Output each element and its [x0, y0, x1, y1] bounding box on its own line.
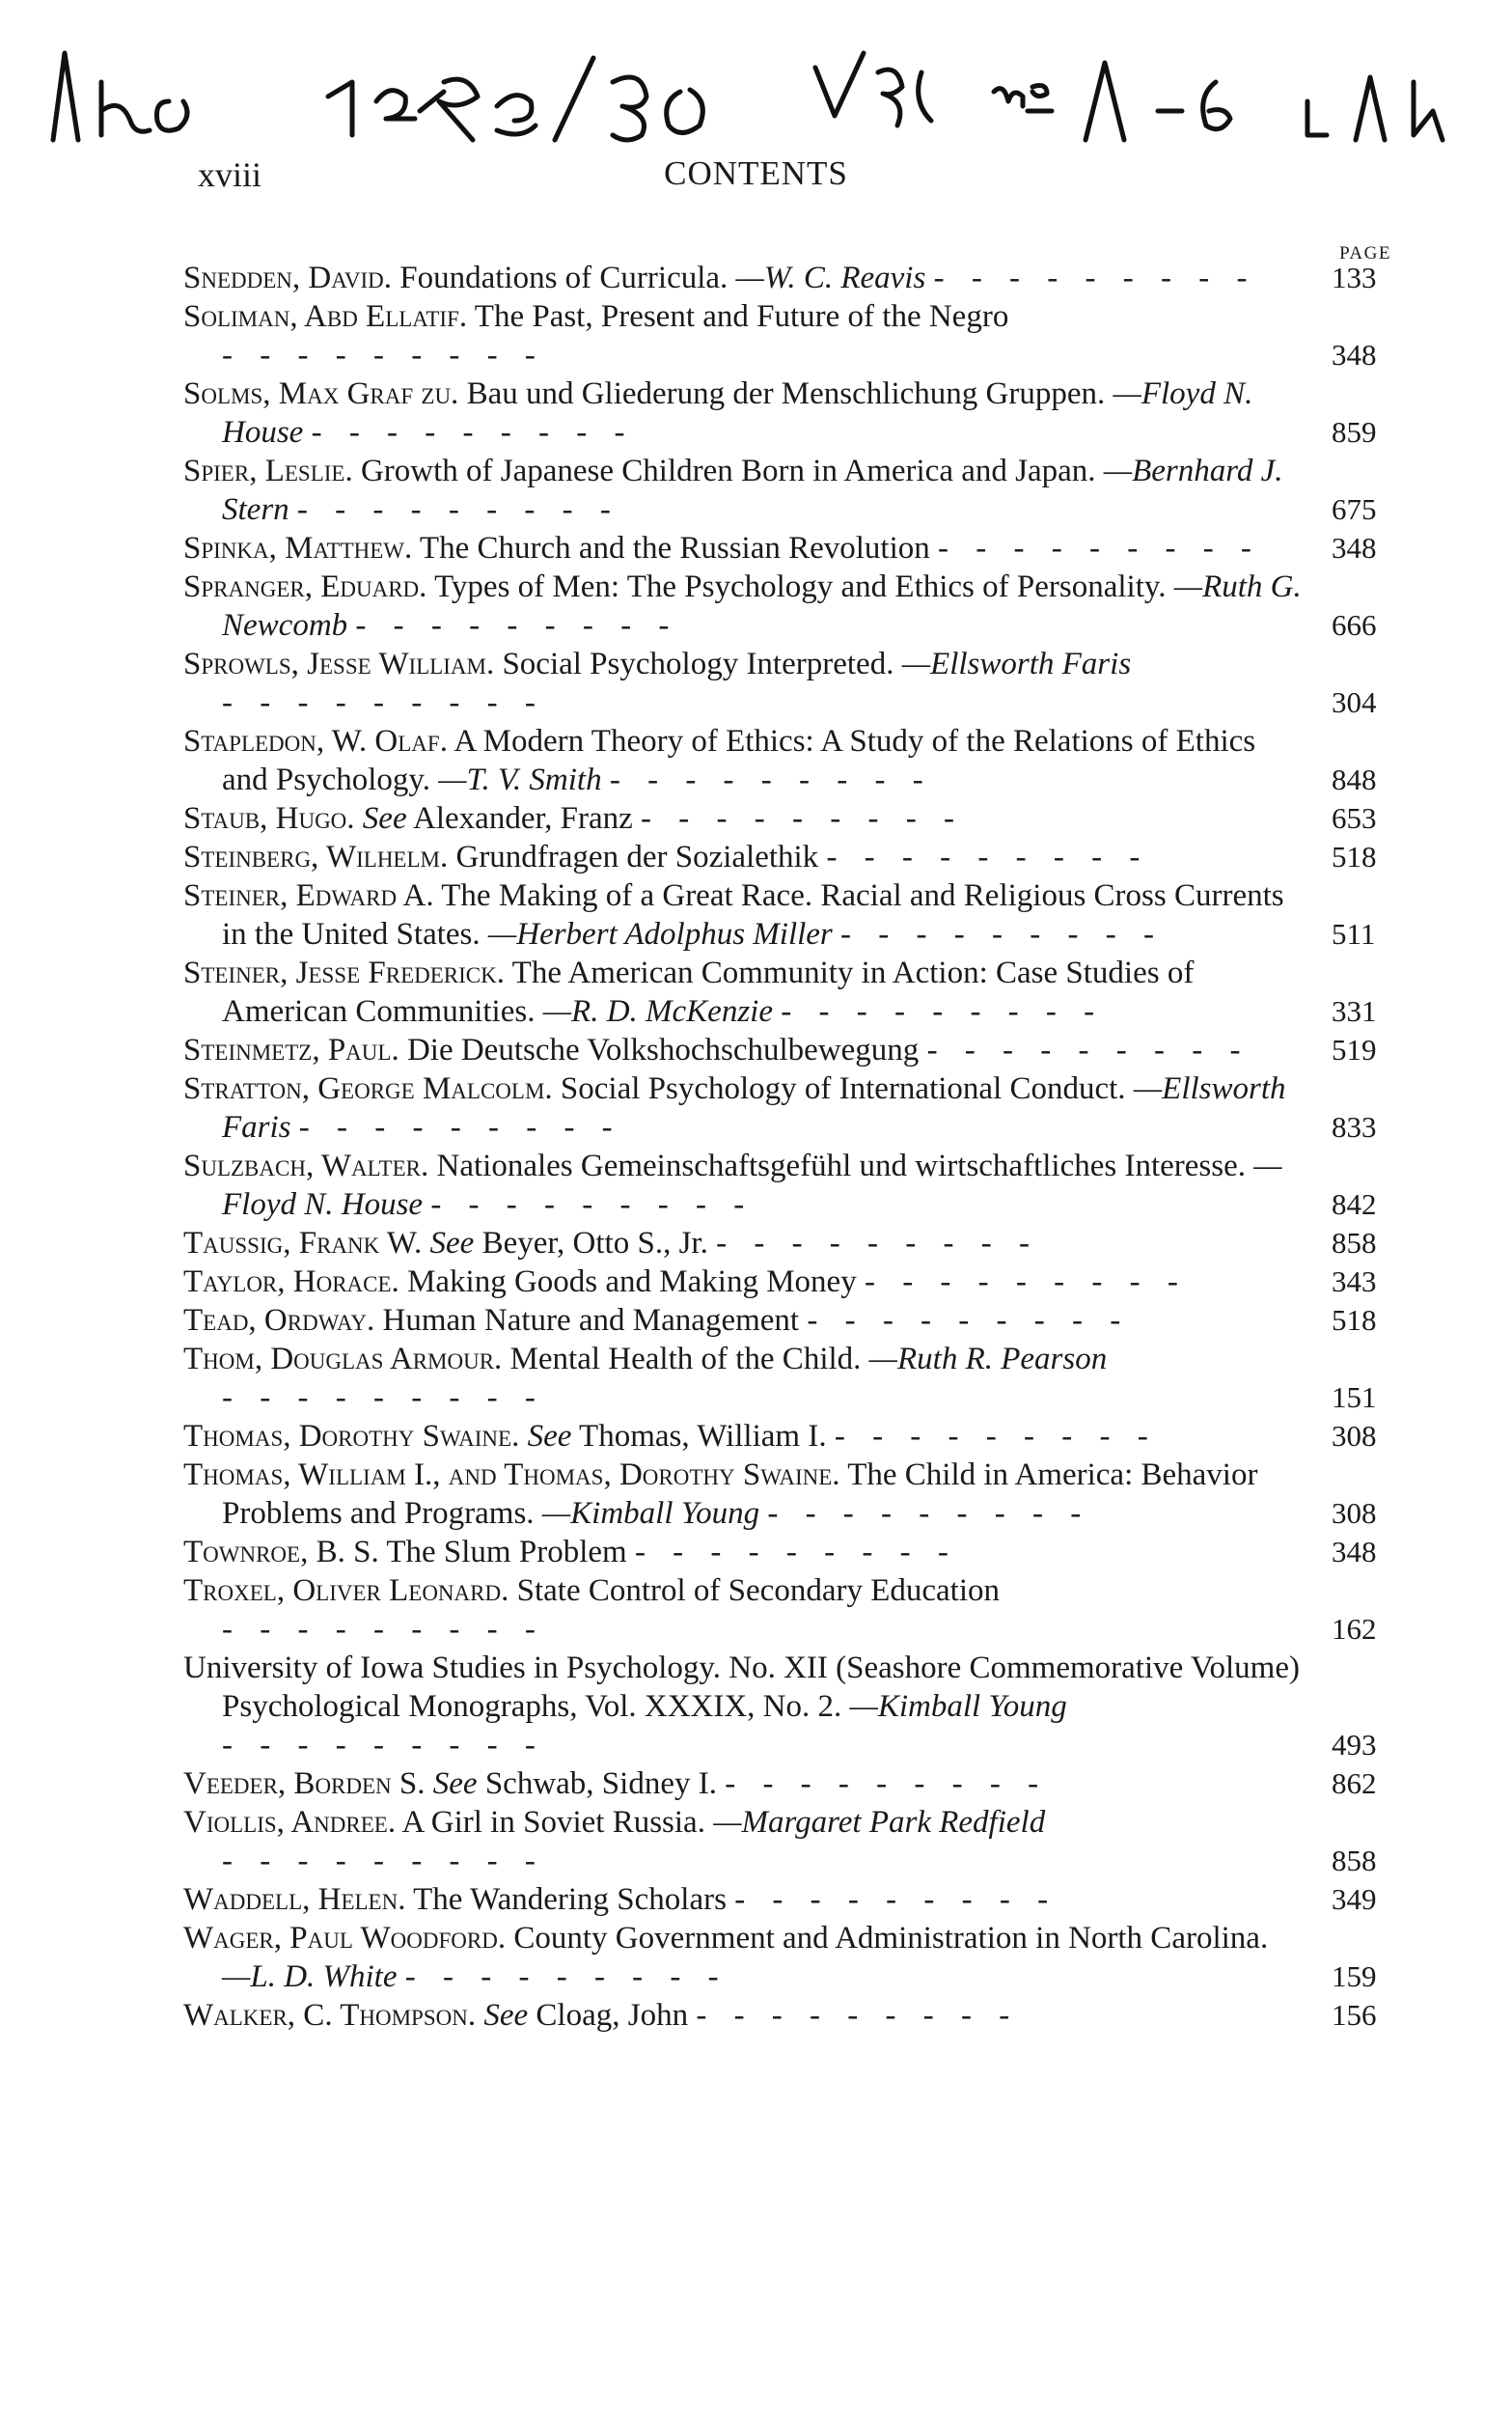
entry-author: Stapledon, W. Olaf.	[183, 724, 448, 759]
entry-page-number: 511	[1332, 917, 1376, 951]
dot-leader: - - - - - - - - -	[807, 1303, 1131, 1338]
entry-see-label: See	[432, 1766, 478, 1801]
contents-entry	[183, 645, 1409, 722]
entry-text	[183, 1649, 1303, 1764]
contents-entry	[183, 259, 1409, 297]
contents-entry	[183, 1880, 1409, 1919]
entry-page-number: 862	[1332, 1766, 1377, 1800]
entry-text	[183, 1417, 1303, 1456]
entry-author: Tead, Ordway.	[183, 1303, 375, 1338]
entry-page-number: 308	[1332, 1496, 1377, 1530]
entry-author: Steiner, Edward A.	[183, 878, 434, 913]
entry-page-number: 653	[1332, 801, 1377, 835]
entry-text	[183, 1764, 1303, 1803]
contents-entry	[183, 452, 1409, 529]
dot-leader: - - - - - - - - -	[355, 608, 679, 643]
entry-title: Types of Men: The Psychology and Ethics of Personality.	[434, 569, 1167, 604]
entry-title: Bau und Gliederung der Menschlichung Gruppen.	[466, 376, 1106, 411]
contents-entry	[183, 1533, 1409, 1571]
entry-text	[183, 568, 1303, 645]
dot-leader: - - - - - - - - -	[938, 531, 1261, 566]
entry-author: Veeder, Borden S.	[183, 1766, 426, 1801]
entry-title: Thomas, William I.	[579, 1419, 827, 1454]
entry-title: Growth of Japanese Children Born in America and Japan.	[360, 454, 1096, 488]
entry-reviewer: —Kimball Young	[849, 1689, 1067, 1724]
contents-list	[183, 259, 1409, 2035]
entry-text	[183, 954, 1303, 1031]
entry-page-number: 848	[1332, 763, 1377, 796]
entry-author: Townroe, B. S.	[183, 1535, 379, 1569]
contents-entry	[183, 838, 1409, 876]
entry-author: Thom, Douglas Armour.	[183, 1342, 503, 1376]
contents-entry	[183, 1224, 1409, 1262]
entry-page-number: 308	[1332, 1419, 1377, 1453]
dot-leader: - - - - - - - - -	[725, 1766, 1049, 1801]
entry-author: Spranger, Eduard.	[183, 569, 427, 604]
entry-reviewer: —Bernhard J. Stern	[222, 454, 1283, 527]
entry-title: Alexander, Franz	[413, 801, 633, 836]
contents-entry	[183, 1456, 1409, 1533]
dot-leader: - - - - - - - - -	[296, 492, 620, 527]
entry-title: The American Community in Action: Case Studies of American Communities.	[222, 956, 1195, 1029]
contents-entry	[183, 1147, 1409, 1224]
entry-author: Soliman, Abd Ellatif.	[183, 299, 468, 334]
contents-entry	[183, 1649, 1409, 1764]
entry-author: Thomas, Dorothy Swaine.	[183, 1419, 520, 1454]
entry-page-number: 331	[1332, 994, 1377, 1028]
entry-page-number: 159	[1332, 1959, 1377, 1993]
entry-page-number: 348	[1332, 531, 1377, 565]
entry-see-label: See	[483, 1998, 529, 2033]
entry-author: Taylor, Horace.	[183, 1264, 399, 1299]
entry-page-number: 858	[1332, 1226, 1377, 1260]
entry-reviewer: —Herbert Adolphus Miller	[487, 917, 833, 952]
entry-page-number: 304	[1332, 685, 1377, 719]
entry-reviewer: —Ellsworth Faris	[901, 647, 1132, 681]
dot-leader: - - - - - - - - -	[734, 1882, 1058, 1917]
dot-leader: - - - - - - - - -	[311, 415, 635, 450]
contents-entry	[183, 1262, 1409, 1301]
entry-text	[183, 1069, 1303, 1147]
dot-leader: - - - - - - - - -	[696, 1998, 1020, 2033]
entry-text	[183, 1996, 1303, 2035]
contents-entry	[183, 1417, 1409, 1456]
dot-leader: - - - - - - - - -	[298, 1110, 622, 1145]
entry-author: Solms, Max Graf zu.	[183, 376, 459, 411]
entry-page-number: 518	[1332, 840, 1377, 874]
entry-title: Mental Health of the Child.	[509, 1342, 862, 1376]
entry-title: Foundations of Curricula.	[399, 261, 729, 295]
entry-page-number: 859	[1332, 415, 1377, 449]
dot-leader: - - - - - - - - -	[634, 1535, 958, 1569]
entry-author: Sulzbach, Walter.	[183, 1149, 429, 1183]
entry-title: State Control of Secondary Education	[516, 1573, 1000, 1608]
entry-text	[183, 1340, 1303, 1417]
entry-title: Beyer, Otto S., Jr.	[481, 1226, 708, 1261]
contents-entry	[183, 1571, 1409, 1649]
dot-leader: - - - - - - - - -	[926, 1033, 1251, 1068]
contents-entry	[183, 722, 1409, 799]
entry-page-number: 156	[1332, 1998, 1377, 2032]
dot-leader: - - - - - - - - -	[222, 1728, 545, 1762]
entry-text	[183, 1301, 1303, 1340]
dot-leader: - - - - - - - - -	[781, 994, 1105, 1029]
contents-entry	[183, 876, 1409, 954]
entry-text	[183, 1803, 1303, 1880]
dot-leader: - - - - - - - - -	[840, 917, 1164, 952]
entry-title: Schwab, Sidney I.	[484, 1766, 717, 1801]
entry-see-label: See	[362, 801, 407, 836]
entry-author: Stratton, George Malcolm.	[183, 1071, 553, 1106]
page-column-label: PAGE	[1339, 243, 1391, 264]
entry-reviewer: —Floyd N. House	[222, 1149, 1282, 1222]
page-title: CONTENTS	[664, 154, 848, 192]
entry-see-label: See	[527, 1419, 572, 1454]
entry-title: Social Psychology of International Conduct.	[560, 1071, 1126, 1106]
entry-reviewer: —Ruth G. Newcomb	[222, 569, 1302, 643]
entry-reviewer: —W. C. Reavis	[735, 261, 926, 295]
entry-title: Grundfragen der Sozialethik	[455, 840, 819, 874]
entry-reviewer: —T. V. Smith	[438, 763, 602, 797]
entry-page-number: 349	[1332, 1882, 1377, 1916]
entry-title: A Girl in Soviet Russia.	[401, 1805, 705, 1840]
entry-text	[183, 1880, 1303, 1919]
entry-page-number: 519	[1332, 1033, 1377, 1067]
entry-author: Troxel, Oliver Leonard.	[183, 1573, 509, 1608]
contents-entry	[183, 375, 1409, 452]
contents-entry	[183, 954, 1409, 1031]
entry-title: Social Psychology Interpreted.	[502, 647, 894, 681]
contents-entry	[183, 568, 1409, 645]
entry-reviewer: —Margaret Park Redfield	[713, 1805, 1046, 1840]
entry-author: Walker, C. Thompson.	[183, 1998, 477, 2033]
entry-text	[183, 1919, 1303, 1996]
entry-page-number: 493	[1332, 1728, 1377, 1762]
contents-entry	[183, 297, 1409, 375]
entry-page-number: 348	[1332, 338, 1377, 372]
entry-title: A Modern Theory of Ethics: A Study of the Relations of Ethics and Psychology.	[222, 724, 1256, 797]
entry-title: The Past, Present and Future of the Negro	[474, 299, 1009, 334]
entry-text	[183, 1224, 1303, 1262]
dot-leader: - - - - - - - - -	[222, 1612, 545, 1647]
entry-text	[183, 876, 1303, 954]
entry-title: University of Iowa Studies in Psychology. No. XII (Seashore Commemorative Volume) Psychological Monographs, Vol. XXXIX, No. 2.	[183, 1651, 1300, 1724]
entry-reviewer: —L. D. White	[222, 1959, 398, 1994]
entry-text	[183, 1533, 1303, 1571]
dot-leader: - - - - - - - - -	[222, 685, 545, 720]
entry-author: Steinmetz, Paul.	[183, 1033, 399, 1068]
entry-page-number: 842	[1332, 1187, 1377, 1221]
dot-leader: - - - - - - - - -	[222, 1380, 545, 1415]
dot-leader: - - - - - - - - -	[404, 1959, 729, 1994]
entry-page-number: 675	[1332, 492, 1377, 526]
entry-text	[183, 838, 1303, 876]
contents-entry	[183, 529, 1409, 568]
handwritten-call-number	[43, 43, 1471, 159]
entry-reviewer: —Kimball Young	[541, 1496, 760, 1531]
entry-title: Cloag, John	[536, 1998, 689, 2033]
entry-page-number: 343	[1332, 1264, 1377, 1298]
entry-page-number: 518	[1332, 1303, 1377, 1337]
contents-entry	[183, 1031, 1409, 1069]
contents-entry	[183, 1069, 1409, 1147]
entry-page-number: 162	[1332, 1612, 1377, 1646]
dot-leader: - - - - - - - - -	[933, 261, 1257, 295]
entry-text	[183, 1031, 1303, 1069]
entry-page-number: 666	[1332, 608, 1377, 642]
entry-author: Waddell, Helen.	[183, 1882, 406, 1917]
entry-page-number: 133	[1332, 261, 1377, 294]
entry-title: Human Nature and Management	[382, 1303, 800, 1338]
entry-author: Spinka, Matthew.	[183, 531, 413, 566]
entry-page-number: 348	[1332, 1535, 1377, 1568]
entry-text	[183, 529, 1303, 568]
entry-title: The Wandering Scholars	[413, 1882, 727, 1917]
dot-leader: - - - - - - - - -	[222, 1844, 545, 1878]
entry-text	[183, 375, 1303, 452]
entry-author: Steinberg, Wilhelm.	[183, 840, 449, 874]
entry-title: The Making of a Great Race. Racial and Religious Cross Currents in the United States.	[222, 878, 1284, 952]
dot-leader: - - - - - - - - -	[716, 1226, 1039, 1261]
entry-reviewer: —Floyd N. House	[222, 376, 1253, 450]
dot-leader: - - - - - - - - -	[864, 1264, 1188, 1299]
entry-author: Snedden, David.	[183, 261, 392, 295]
entry-reviewer: —Ruth R. Pearson	[868, 1342, 1108, 1376]
dot-leader: - - - - - - - - -	[430, 1187, 755, 1222]
entry-text	[183, 452, 1303, 529]
dot-leader: - - - - - - - - -	[826, 840, 1150, 874]
entry-page-number: 833	[1332, 1110, 1377, 1144]
contents-entry	[183, 1803, 1409, 1880]
entry-text	[183, 1571, 1303, 1649]
entry-title: County Government and Administration in North Carolina.	[513, 1921, 1269, 1956]
entry-text	[183, 645, 1303, 722]
entry-title: The Child in America: Behavior Problems and Programs.	[222, 1457, 1258, 1531]
contents-entry	[183, 1764, 1409, 1803]
dot-leader: - - - - - - - - -	[609, 763, 933, 797]
entry-author: Taussig, Frank W.	[183, 1226, 423, 1261]
entry-author: Spier, Leslie.	[183, 454, 353, 488]
entry-title: The Slum Problem	[386, 1535, 627, 1569]
entry-text	[183, 297, 1303, 375]
contents-entry	[183, 1996, 1409, 2035]
contents-entry	[183, 799, 1409, 838]
entry-author: Thomas, William I., and Thomas, Dorothy Swaine.	[183, 1457, 840, 1492]
entry-page-number: 151	[1332, 1380, 1377, 1414]
entry-title: Nationales Gemeinschaftsgefühl und wirtschaftliches Interesse.	[436, 1149, 1246, 1183]
dot-leader: - - - - - - - - -	[222, 338, 545, 373]
entry-author: Wager, Paul Woodford.	[183, 1921, 507, 1956]
contents-entry	[183, 1919, 1409, 1996]
entry-text	[183, 1147, 1303, 1224]
dot-leader: - - - - - - - - -	[834, 1419, 1158, 1454]
entry-text	[183, 1456, 1303, 1533]
page-number: xviii	[198, 155, 262, 194]
entry-see-label: See	[429, 1226, 475, 1261]
entry-reviewer: —Ellsworth Faris	[222, 1071, 1286, 1145]
entry-author: Steiner, Jesse Frederick.	[183, 956, 505, 990]
entry-author: Staub, Hugo.	[183, 801, 355, 836]
entry-author: Sprowls, Jesse William.	[183, 647, 495, 681]
entry-text	[183, 259, 1303, 297]
entry-text	[183, 722, 1303, 799]
entry-title: The Church and the Russian Revolution	[419, 531, 930, 566]
entry-reviewer: —R. D. McKenzie	[542, 994, 773, 1029]
entry-title: Making Goods and Making Money	[407, 1264, 857, 1299]
dot-leader: - - - - - - - - -	[767, 1496, 1091, 1531]
contents-entry	[183, 1301, 1409, 1340]
entry-title: Die Deutsche Volkshochschulbewegung	[406, 1033, 920, 1068]
entry-text	[183, 1262, 1303, 1301]
dot-leader: - - - - - - - - -	[641, 801, 964, 836]
entry-page-number: 858	[1332, 1844, 1377, 1877]
entry-author: Viollis, Andree.	[183, 1805, 397, 1840]
entry-text	[183, 799, 1303, 838]
contents-entry	[183, 1340, 1409, 1417]
